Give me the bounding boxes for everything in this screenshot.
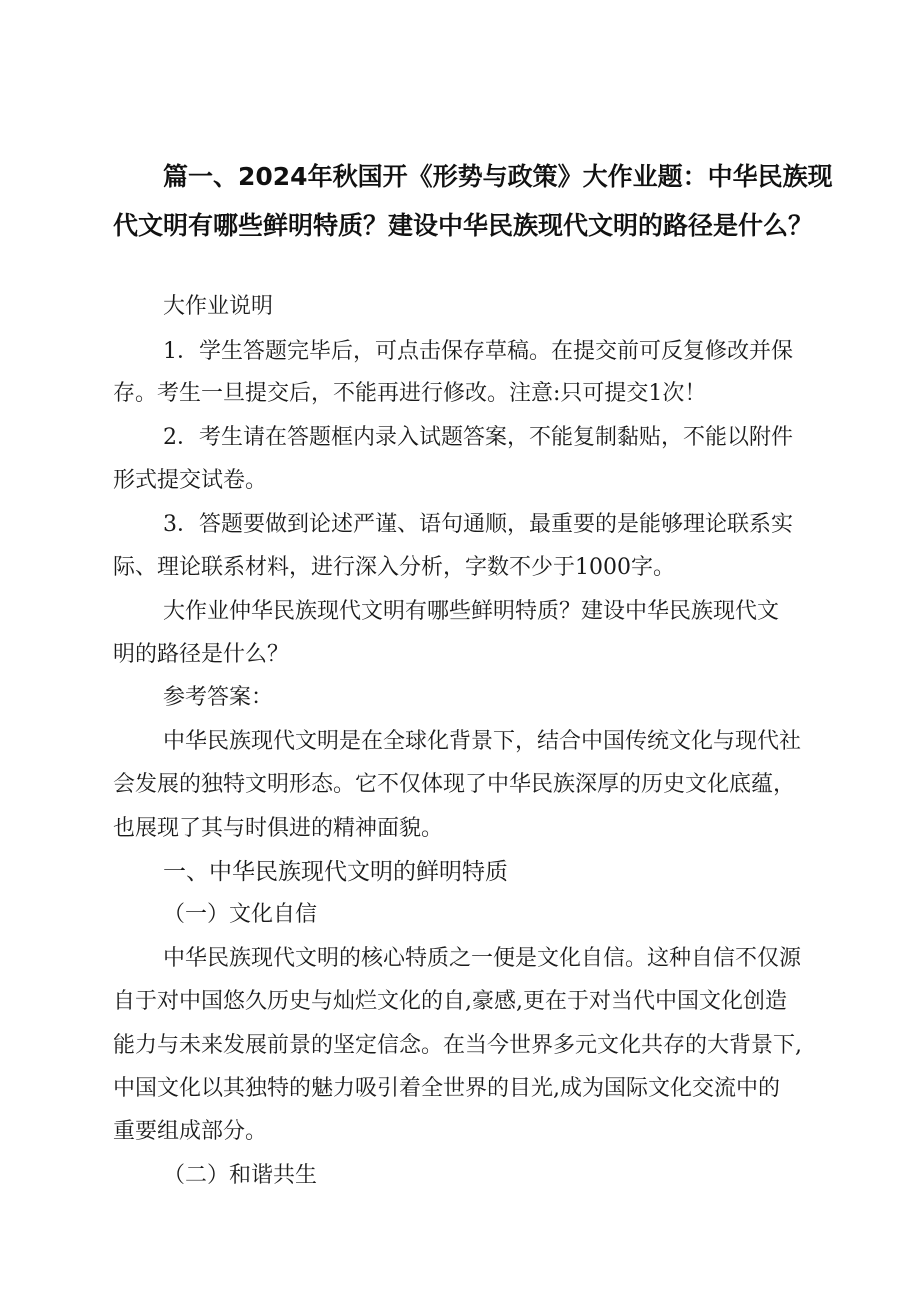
intro-paragraph-line-3: 也展现了其与时俱进的精神面貌。 [113, 816, 444, 841]
culture-paragraph-line-4: 中国文化以其独特的魅力吸引着全世界的目光,成为国际文化交流中的 [113, 1076, 780, 1101]
intro-paragraph-line-1: 中华民族现代文明是在全球化背景下，结合中国传统文化与现代社 [163, 729, 802, 754]
subsection-heading-2: （二）和谐共生 [163, 1163, 318, 1188]
question-line-2: 明的路径是什么？ [113, 642, 290, 667]
section-label-instructions: 大作业说明 [163, 294, 274, 319]
question-line-1: 大作业仲华民族现代文明有哪些鲜明特质？建设中华民族现代文 [163, 599, 780, 624]
culture-paragraph-line-5: 重要组成部分。 [113, 1119, 268, 1144]
document-title [113, 152, 843, 250]
instruction-1-line-1: 1．学生答题完毕后，可点击保存草稿。在提交前可反复修改并保 [163, 339, 793, 364]
section-heading-1: 一、中华民族现代文明的鲜明特质 [163, 859, 508, 885]
instruction-3-line-1: 3．答题要做到论述严谨、语句通顺，最重要的是能够理论联系实 [163, 512, 793, 537]
culture-paragraph-line-3: 能力与未来发展前景的坚定信念。在当今世界多元文化共存的大背景下, [113, 1033, 802, 1058]
reference-answer-label: 参考答案： [163, 685, 274, 710]
instruction-2-line-2: 形式提交试卷。 [113, 468, 268, 493]
culture-paragraph-line-2: 自于对中国悠久历史与灿烂文化的自,豪感,更在于对当代中国文化创造 [113, 989, 787, 1014]
culture-paragraph-line-1: 中华民族现代文明的核心特质之一便是文化自信。这种自信不仅源 [163, 946, 802, 971]
subsection-heading-1: （一）文化自信 [163, 902, 318, 927]
instruction-3-line-2: 际、理论联系材料，进行深入分析，字数不少于1000字。 [113, 555, 675, 580]
instruction-2-line-1: 2．考生请在答题框内录入试题答案，不能复制黏贴，不能以附件 [163, 425, 793, 450]
instruction-1-line-2: 存。考生一旦提交后，不能再进行修改。注意:只可提交1次！ [113, 381, 707, 406]
document-title-text: 篇一、2024年秋国开《形势与政策》大作业题：中华民族现代文明有哪些鲜明特质？建设中华民族现代文明的路径是什么？ [113, 162, 833, 240]
intro-paragraph-line-2: 会发展的独特文明形态。它不仅体现了中华民族深厚的历史文化底蕴， [113, 772, 796, 797]
